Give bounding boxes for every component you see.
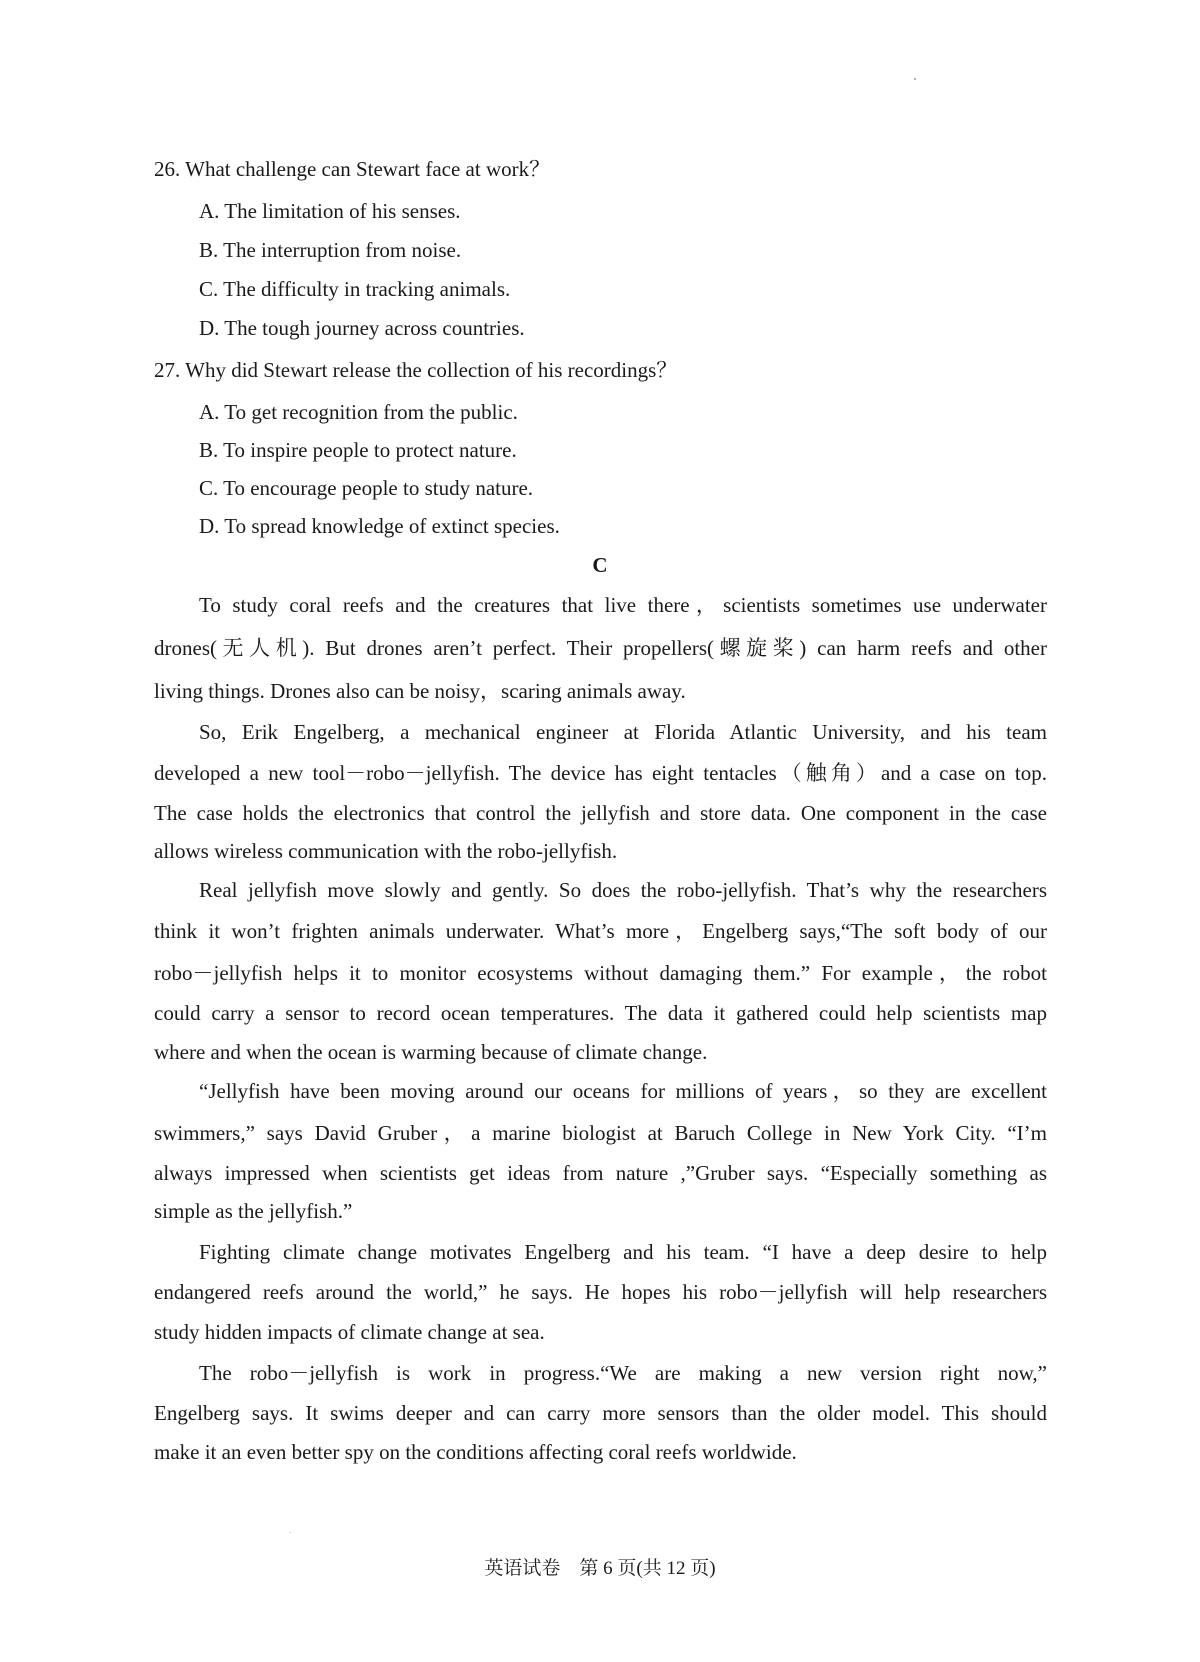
question-stem: 27. Why did Stewart release the collection of his recordings？ <box>154 358 678 382</box>
passage-line: Fighting climate change motivates Engelberg and his team. “I have a deep desire to help <box>199 1240 1047 1264</box>
passage-line: endangered reefs around the world,” he says. He hopes his robo－jellyfish will help researchers <box>154 1280 1047 1304</box>
passage-line: drones(无人机). But drones aren’t perfect. Their propellers(螺旋桨) can harm reefs and other <box>154 636 1047 660</box>
passage-line: swimmers,” says David Gruber，a marine biologist at Baruch College in New York City. “I’m <box>154 1121 1047 1145</box>
scan-speck <box>914 78 916 80</box>
page-footer: 英语试卷 第 6 页(共 12 页) <box>484 1558 716 1579</box>
passage-line: The case holds the electronics that control the jellyfish and store data. One component in the case <box>154 801 1047 825</box>
passage-line: simple as the jellyfish.” <box>154 1199 353 1223</box>
option-d: D. The tough journey across countries. <box>199 316 525 340</box>
passage-line: robo－jellyfish helps it to monitor ecosystems without damaging them.” For example，the robot <box>154 961 1047 985</box>
passage-line: always impressed when scientists get ideas from nature ,”Gruber says. “Especially something as <box>154 1161 1047 1185</box>
passage-line: think it won’t frighten animals underwater. What’s more，Engelberg says,“The soft body of our <box>154 919 1047 943</box>
passage-line: make it an even better spy on the conditions affecting coral reefs worldwide. <box>154 1440 797 1464</box>
question-stem: 26. What challenge can Stewart face at work？ <box>154 157 551 181</box>
option-a: A. The limitation of his senses. <box>199 199 461 223</box>
passage-line: study hidden impacts of climate change at sea. <box>154 1320 545 1344</box>
passage-line: Real jellyfish move slowly and gently. So does the robo-jellyfish. That’s why the researchers <box>199 878 1047 902</box>
option-b: B. To inspire people to protect nature. <box>199 438 517 462</box>
passage-line: “Jellyfish have been moving around our oceans for millions of years，so they are excellent <box>199 1079 1047 1103</box>
passage-line: The robo－jellyfish is work in progress.“We are making a new version right now,” <box>199 1361 1047 1385</box>
passage-line: developed a new tool－robo－jellyfish. The device has eight tentacles（触角）and a case on top. <box>154 761 1047 785</box>
option-c: C. To encourage people to study nature. <box>199 476 534 500</box>
passage-line: where and when the ocean is warming because of climate change. <box>154 1040 708 1064</box>
passage-line: So, Erik Engelberg, a mechanical engineer at Florida Atlantic University, and his team <box>199 720 1047 744</box>
option-d: D. To spread knowledge of extinct species. <box>199 514 560 538</box>
section-heading: C <box>592 553 608 577</box>
passage-line: could carry a sensor to record ocean temperatures. The data it gathered could help scientists map <box>154 1001 1047 1025</box>
scan-speck <box>290 1532 291 1533</box>
option-a: A. To get recognition from the public. <box>199 400 518 424</box>
passage-line: To study coral reefs and the creatures that live there，scientists sometimes use underwater <box>199 593 1047 617</box>
passage-line: living things. Drones also can be noisy，scaring animals away. <box>154 679 686 703</box>
passage-line: Engelberg says. It swims deeper and can carry more sensors than the older model. This should <box>154 1401 1047 1425</box>
passage-line: allows wireless communication with the robo-jellyfish. <box>154 839 618 863</box>
option-c: C. The difficulty in tracking animals. <box>199 277 511 301</box>
option-b: B. The interruption from noise. <box>199 238 462 262</box>
